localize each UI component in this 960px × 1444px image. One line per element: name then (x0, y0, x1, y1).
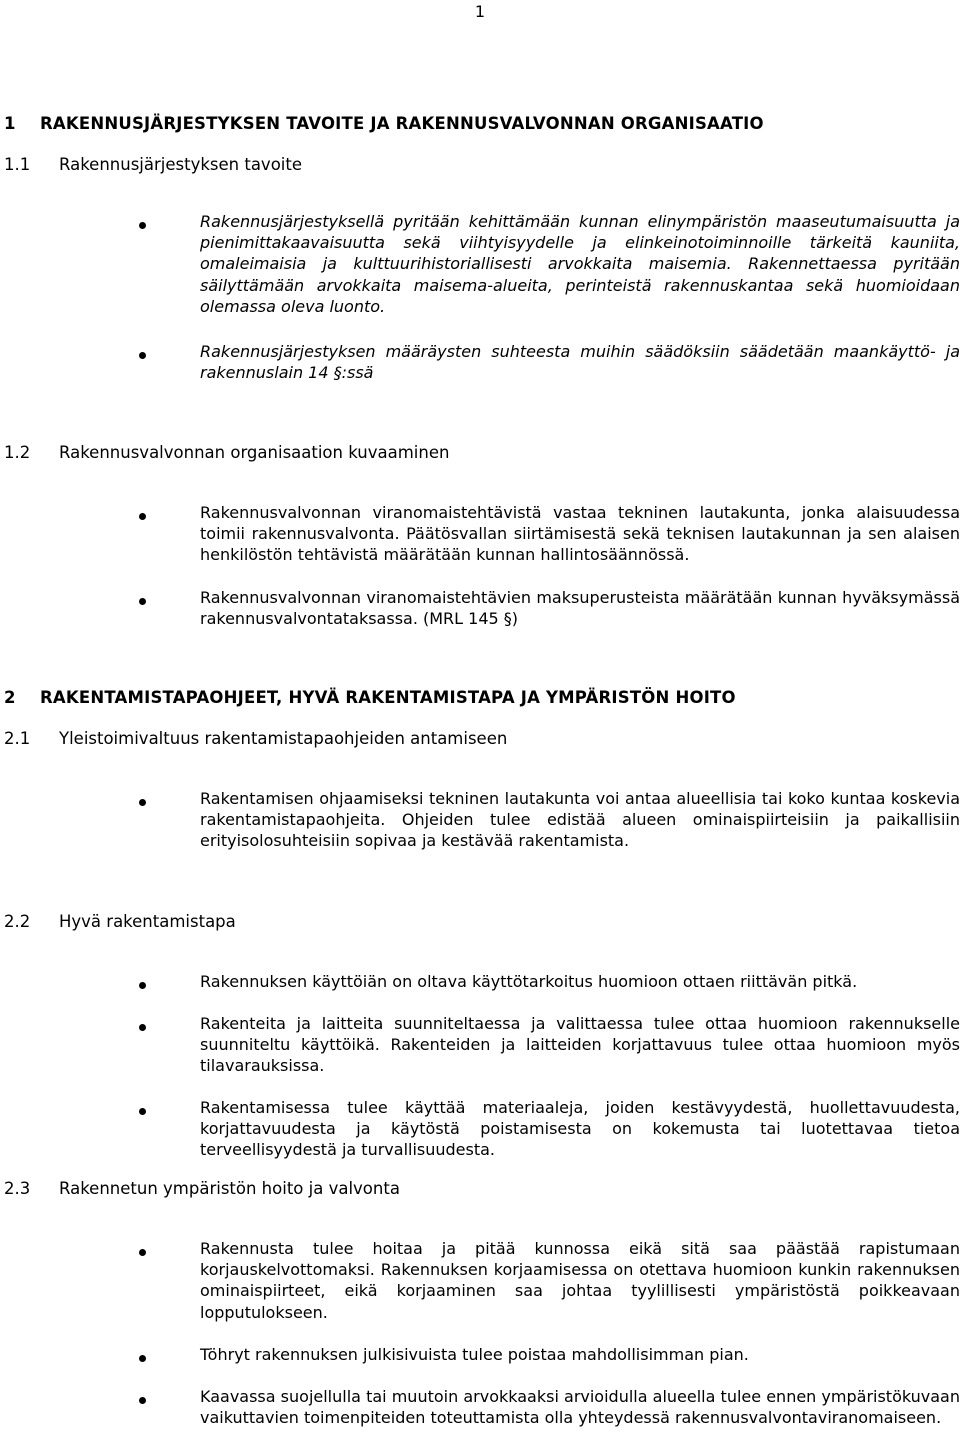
heading-number: 1 (4, 114, 16, 133)
list-item-text: Rakennuksen käyttöiän on oltava käyttötarkoitus huomioon ottaen riittävän pitkä. (200, 972, 858, 991)
heading-title: Rakennusvalvonnan organisaation kuvaaminen (59, 443, 450, 462)
bullet-icon (139, 513, 146, 520)
heading-title: Rakennetun ympäristön hoito ja valvonta (59, 1179, 400, 1198)
list-item (200, 1238, 960, 1323)
bullet-icon (139, 1397, 146, 1404)
list-item-text: Rakentamisessa tulee käyttää materiaaleja, joiden kestävyydestä, huollettavuudesta, korjattavuudesta ja käytöstä poistamisesta on kokemusta tai luotettavaa tietoa terveellisyydestä ja turvallisuudesta. (200, 1098, 960, 1160)
bullet-icon (139, 352, 146, 359)
list-item-text: Rakennusvalvonnan viranomaistehtävien maksuperusteista määrätään kunnan hyväksymässä rakennusvalvontataksassa. (MRL 145 §) (200, 588, 960, 629)
list-item-text: Töhryt rakennuksen julkisivuista tulee poistaa mahdollisimman pian. (200, 1345, 749, 1364)
list-item (200, 211, 960, 317)
list-item-text: Rakennusjärjestyksen määräysten suhteesta muihin säädöksiin säädetään maankäyttö- ja rakennuslain 14 §:ssä (200, 342, 960, 383)
heading-title: Hyvä rakentamistapa (59, 912, 236, 931)
bullet-icon (139, 1355, 146, 1362)
bullet-icon (139, 1249, 146, 1256)
bullet-icon (139, 1108, 146, 1115)
bullet-icon (139, 222, 146, 229)
bullet-icon (139, 799, 146, 806)
heading-number: 1.2 (4, 443, 31, 462)
list-item-text: Rakentamisen ohjaamiseksi tekninen lautakunta voi antaa alueellisia tai koko kuntaa koskevia rakentamistapaohjeita. Ohjeiden tulee edistää alueen ominaispiirteisiin ja paikallisiin erityisolosuhteisiin sopivaa ja kestävää rakentamista. (200, 789, 960, 851)
list-item-text: Rakennusjärjestyksellä pyritään kehittämään kunnan elinympäristön maaseutumaisuutta ja pienimittakaavaisuutta sekä viihtyisyydelle ja elinkeinotoiminnoille tärkeitä kauniita, omaleimaisia ja kulttuurihistoriallisesti arvokkaita maisemia. Rakennettaessa pyritään säilyttämään arvokkaita maisema-alueita, perinteistä rakennuskantaa sekä huomioidaan olemassa oleva luonto. (200, 212, 960, 316)
list-item (200, 971, 960, 992)
heading-number: 2.3 (4, 1179, 31, 1198)
list-item-text: Rakennusta tulee hoitaa ja pitää kunnossa eikä sitä saa päästää rapistumaan korjauskelvottomaksi. Rakennuksen korjaamisessa on otettava huomioon kunkin rakennuksen ominaispiirteet, eikä korjaaminen saa johtaa tyylillisesti ympäristöstä poikkeavaan lopputulokseen. (200, 1239, 960, 1322)
heading-number: 1.1 (4, 155, 31, 174)
list-item-text: Rakennusvalvonnan viranomaistehtävistä vastaa tekninen lautakunta, jonka alaisuudessa toimii rakennusvalvonta. Päätösvallan siirtämisestä sekä teknisen lautakunnan ja sen alaisen henkilöstön tehtävistä määrätään kunnan hallintosäännössä. (200, 503, 960, 565)
list-item (200, 1013, 960, 1077)
list-item (200, 788, 960, 852)
list-item (200, 1344, 960, 1365)
page-number: 1 (474, 2, 486, 21)
list-item (200, 1386, 960, 1428)
heading-number: 2.2 (4, 912, 31, 931)
list-item (200, 587, 960, 629)
list-item (200, 1097, 960, 1161)
bullet-icon (139, 1024, 146, 1031)
list-item-text: Kaavassa suojellulla tai muutoin arvokkaaksi arvioidulla alueella tulee ennen ympäristökuvaan vaikuttavien toimenpiteiden toteuttamista olla yhteydessä rakennusvalvontaviranomaiseen. (200, 1387, 960, 1428)
heading-title: Rakennusjärjestyksen tavoite (59, 155, 302, 174)
bullet-icon (139, 982, 146, 989)
heading-title: RAKENNUSJÄRJESTYKSEN TAVOITE JA RAKENNUSVALVONNAN ORGANISAATIO (40, 114, 764, 133)
heading-title: Yleistoimivaltuus rakentamistapaohjeiden antamiseen (59, 729, 508, 748)
heading-number: 2.1 (4, 729, 31, 748)
list-item (200, 502, 960, 566)
heading-number: 2 (4, 688, 16, 707)
list-item (200, 341, 960, 383)
list-item-text: Rakenteita ja laitteita suunniteltaessa ja valittaessa tulee ottaa huomioon rakennukselle suunniteltu käyttöikä. Rakenteiden ja laitteiden korjattavuus tulee ottaa huomioon myös tilavarauksissa. (200, 1014, 960, 1076)
bullet-icon (139, 598, 146, 605)
heading-title: RAKENTAMISTAPAOHJEET, HYVÄ RAKENTAMISTAPA JA YMPÄRISTÖN HOITO (40, 688, 736, 707)
